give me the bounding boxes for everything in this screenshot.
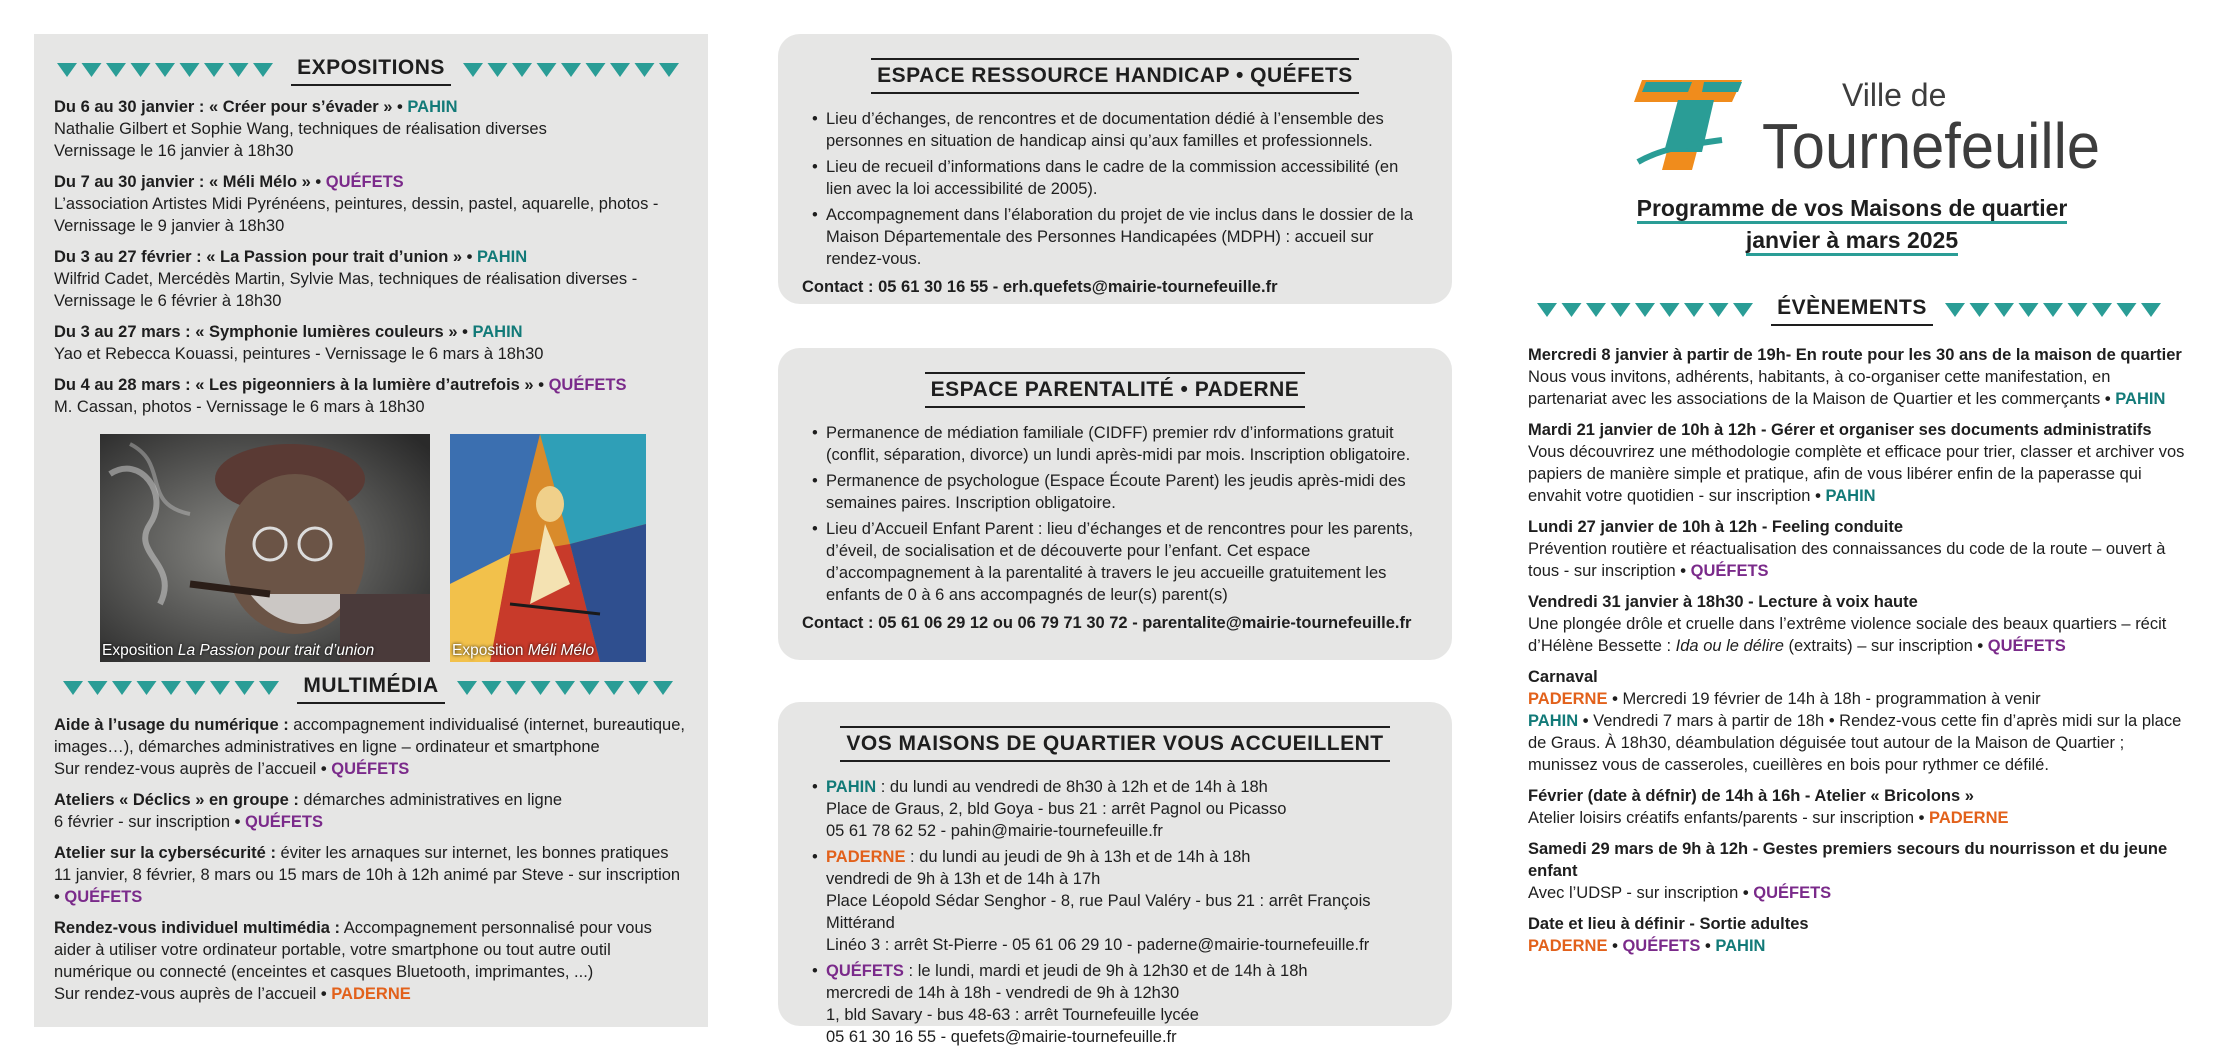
triangle-mark [1537,303,1557,317]
multimedia-item: Ateliers « Déclics » en groupe : démarches administratives en ligne 6 février - sur inscription • QUÉFETS [54,791,563,831]
programme-title: Programme de vos Maisons de quartier janvier à mars 2025 [1512,192,2192,256]
parentalite-box [778,348,1452,660]
triangle-mark [210,681,230,695]
triangle-mark [1586,303,1606,317]
exposition-name: « Les pigeonniers à la lumière d’autrefois » [195,376,534,394]
multimedia-item: Aide à l’usage du numérique : accompagnement individualisé (internet, bureautique, images…), démarches administratives en ligne – ordinateur et smartphone Sur rendez-vous auprès de l’accueil • QUÉFETS [54,716,685,778]
maison-pahin: • PAHIN : du lundi au vendredi de 8h30 à 12h et de 14h à 18h Place de Graus, 2, bld Goya - bus 21 : arrêt Pagnol ou Picasso 05 61 78 62 52 - pahin@mairie-tournefeuille.fr [826,776,1428,842]
multimedia-item: Atelier sur la cybersécurité : éviter les arnaques sur internet, les bonnes pratiques 11 janvier, 8 février, 8 mars ou 15 mars de 10h à 12h animé par Steve - sur inscription • QUÉFETS [54,844,681,906]
list-item: • Lieu d’Accueil Enfant Parent : lieu d’échanges et de rencontres pour les parents, d’éveil, de socialisation et de découverte pour l’enfant. Cet espace d’accompagnement à la parentalité à travers le jeu accueille gratuitement les enfants de 0 à 6 ans accompagnés de leur(s) parent(s) [826,518,1428,606]
evenements-column [1512,34,2192,1027]
list-item: • Accompagnement dans l’élaboration du projet de vie inclus dans le dossier de la Maison Départementale des Personnes Handicapées (MDPH) : accueil sur rendez-vous. [826,204,1428,270]
triangle-mark [628,681,648,695]
event-item: Vendredi 31 janvier à 18h30 - Lecture à voix haute Une plongée drôle et cruelle dans l’extrême violence sociale des beaux quartiers – récit d’Hélène Bessette : Ida ou le délire (extraits) – sur inscription • QUÉFETS [1528,593,2167,655]
handicap-box [778,34,1452,304]
exposition-place: QUÉFETS [325,173,404,191]
parentalite-title: ESPACE PARENTALITÉ • PADERNE [925,372,1306,408]
event-item: Date et lieu à définir - Sortie adultes PADERNE • QUÉFETS • PAHIN [1528,915,1809,955]
multimedia-item-info: Sur rendez-vous auprès de l’accueil [54,760,317,778]
triangle-mark [180,63,200,77]
triangle-mark [63,681,83,695]
multimedia-item-title: Rendez-vous individuel multimédia : [54,919,341,937]
multimedia-item-title: Aide à l’usage du numérique : [54,716,289,734]
triangle-mark [653,681,673,695]
portrait-image-icon [100,434,430,662]
triangle-mark [1660,303,1680,317]
maisons-list [802,776,1428,1048]
triangle-mark [2116,303,2136,317]
multimedia-item-place: PADERNE [331,985,411,1003]
maisons-title: VOS MAISONS DE QUARTIER VOUS ACCUEILLENT [840,726,1389,762]
triangle-mark [481,681,501,695]
multimedia-title: MULTIMÉDIA [297,674,444,704]
exposition-photos [54,434,688,664]
list-item: • Lieu d’échanges, de rencontres et de documentation dédié à l’ensemble des personnes en situation de handicap ainsi qu’aux familles et professionnels. [826,108,1428,152]
painting-image-icon [450,434,646,662]
multimedia-header [54,674,688,704]
exposition-place: PAHIN [477,248,528,266]
multimedia-item-place: QUÉFETS [331,760,410,778]
exposition-name: « Symphonie lumières couleurs » [195,323,458,341]
triangle-mark [229,63,249,77]
triangle-mark [186,681,206,695]
triangle-mark [2067,303,2087,317]
exposition-place: QUÉFETS [548,376,627,394]
triangle-mark [579,681,599,695]
exposition-date: Du 3 au 27 février : [54,248,202,266]
multimedia-item-text: démarches administratives en ligne [298,791,563,809]
triangle-mark [253,63,273,77]
multimedia-item-title: Atelier sur la cybersécurité : [54,844,276,862]
triangle-mark [1969,303,1989,317]
list-item: • Permanence de médiation familiale (CIDFF) premier rdv d’informations gratuit (conflit, séparation, divorce) un lundi après-midi par mois. Inscription obligatoire. [826,422,1428,466]
exposition-desc: L’association Artistes Midi Pyrénéens, peintures, dessin, pastel, aquarelle, photos - [54,195,659,213]
triangle-decoration-icon [463,63,685,79]
triangle-mark [463,63,483,77]
svg-text:Tournefeuille: Tournefeuille [1762,110,2100,180]
exposition-item: Du 3 au 27 février : « La Passion pour trait d’union » • PAHIN Wilfrid Cadet, Mercédès Martin, Sylvie Mas, techniques de réalisation diverses - Vernissage le 6 février à 18h30 [54,246,688,312]
multimedia-item-text: éviter les arnaques sur internet, les bonnes pratiques [275,844,669,862]
exposition-desc: M. Cassan, photos - Vernissage le 6 mars à 18h30 [54,398,425,416]
triangle-mark [112,681,132,695]
event-item: Lundi 27 janvier de 10h à 12h - Feeling conduite Prévention routière et réactualisation des connaissances du code de la route – ouvert à tous - sur inscription • QUÉFETS [1528,518,2166,580]
maison-paderne: • PADERNE : du lundi au jeudi de 9h à 13h et de 14h à 18h vendredi de 9h à 13h et de 14h à 17h Place Léopold Sédar Senghor - 8, rue Paul Valéry - bus 21 : arrêt François Mittérand Linéo 3 : arrêt St-Pierre - 05 61 06 29 10 - paderne@mairie-tournefeuille.fr [826,846,1428,956]
triangle-mark [659,63,679,77]
exposition-name: « Créer pour s’évader » [209,98,393,116]
svg-text:Ville de: Ville de [1842,77,1947,113]
triangle-mark [610,63,630,77]
photo-old-man-smoking [100,434,430,662]
exposition-item: Du 3 au 27 mars : « Symphonie lumières couleurs » • PAHIN Yao et Rebecca Kouassi, peintures - Vernissage le 6 mars à 18h30 [54,321,688,365]
multimedia-list [54,714,688,1005]
triangle-mark [1562,303,1582,317]
triangle-mark [57,63,77,77]
triangle-mark [1994,303,2014,317]
triangle-mark [2018,303,2038,317]
triangle-mark [555,681,575,695]
triangle-mark [137,681,157,695]
multimedia-item-place: QUÉFETS [64,888,143,906]
triangle-mark [259,681,279,695]
exposition-date: Du 3 au 27 mars : [54,323,191,341]
exposition-date: Du 4 au 28 mars : [54,376,191,394]
expositions-list [54,96,688,418]
event-item: Mardi 21 janvier de 10h à 12h - Gérer et organiser ses documents administratifs Vous découvrirez une méthodologie complète et efficace pour trier, classer et archiver vos papiers de manière simple et pratique, afin de vous libérer enfin de la paperasse qui envahit votre quotidien - sur inscription • PAHIN [1528,421,2185,505]
triangle-mark [457,681,477,695]
triangle-mark [506,681,526,695]
exposition-vernissage: Vernissage le 6 février à 18h30 [54,292,282,310]
photo-meli-melo-painting [450,434,646,662]
evenements-list [1528,344,2192,966]
tournefeuille-logo [1632,70,2112,180]
triangle-mark [1733,303,1753,317]
triangle-decoration-icon [1945,303,2167,319]
triangle-mark [487,63,507,77]
photo-caption: Exposition Méli Mélo [452,642,595,659]
triangle-decoration-icon [57,63,279,79]
exposition-item: Du 7 au 30 janvier : « Méli Mélo » • QUÉFETS L’association Artistes Midi Pyrénéens, peintures, dessin, pastel, aquarelle, photos - Vernissage le 9 janvier à 18h30 [54,171,688,237]
triangle-mark [1684,303,1704,317]
multimedia-item-title: Ateliers « Déclics » en groupe : [54,791,299,809]
multimedia-item-place: QUÉFETS [245,813,323,831]
exposition-name: « Méli Mélo » [209,173,311,191]
list-item: • Lieu de recueil d’informations dans le cadre de la commission accessibilité (en lien avec la loi accessibilité de 2005). [826,156,1428,200]
triangle-mark [530,681,550,695]
parentalite-list [802,422,1428,606]
triangle-mark [161,681,181,695]
multimedia-item-text: accompagnement individualisé (internet, bureautique, images…), démarches administratives en ligne – ordinateur et smartphone [54,716,685,756]
triangle-mark [536,63,556,77]
exposition-desc: Yao et Rebecca Kouassi, peintures - Vernissage le 6 mars à 18h30 [54,345,544,363]
triangle-mark [604,681,624,695]
triangle-mark [561,63,581,77]
exposition-place: PAHIN [407,98,458,116]
triangle-mark [155,63,175,77]
exposition-item: Du 4 au 28 mars : « Les pigeonniers à la lumière d’autrefois » • QUÉFETS M. Cassan, photos - Vernissage le 6 mars à 18h30 [54,374,688,418]
triangle-mark [235,681,255,695]
exposition-item: Du 6 au 30 janvier : « Créer pour s’évader » • PAHIN Nathalie Gilbert et Sophie Wang, techniques de réalisation diverses Vernissage le 16 janvier à 18h30 [54,96,688,162]
evenements-title: ÉVÈNEMENTS [1771,296,1933,326]
expositions-panel [34,34,708,1027]
expositions-header [54,56,688,86]
triangle-mark [106,63,126,77]
triangle-mark [88,681,108,695]
triangle-mark [634,63,654,77]
maison-quefets: • QUÉFETS : le lundi, mardi et jeudi de 9h à 12h30 et de 14h à 18h mercredi de 14h à 18h - vendredi de 9h à 12h30 1, bld Savary - bus 48-63 : arrêt Tournefeuille lycée 05 61 30 16 55 - quefets@mairie-tournefeuille.fr [826,960,1428,1048]
triangle-decoration-icon [457,681,679,697]
exposition-vernissage: Vernissage le 16 janvier à 18h30 [54,142,294,160]
exposition-vernissage: Vernissage le 9 janvier à 18h30 [54,217,285,235]
multimedia-item-info: 11 janvier, 8 février, 8 mars ou 15 mars de 10h à 12h animé par Steve - sur inscription [54,866,681,884]
triangle-mark [2092,303,2112,317]
triangle-mark [2043,303,2063,317]
event-item: Février (date à défnir) de 14h à 16h - Atelier « Bricolons » Atelier loisirs créatifs enfants/parents - sur inscription • PADERNE [1528,787,2009,827]
parentalite-contact: Contact : 05 61 06 29 12 ou 06 79 71 30 72 - parentalite@mairie-tournefeuille.fr [802,614,1412,632]
handicap-contact: Contact : 05 61 30 16 55 - erh.quefets@mairie-tournefeuille.fr [802,278,1278,296]
expositions-title: EXPOSITIONS [291,56,451,86]
exposition-name: « La Passion pour trait d’union » [206,248,463,266]
triangle-mark [1709,303,1729,317]
maisons-box [778,702,1452,1046]
triangle-mark [512,63,532,77]
triangle-mark [585,63,605,77]
exposition-date: Du 6 au 30 janvier : [54,98,205,116]
evenements-header [1512,296,2192,326]
triangle-mark [1945,303,1965,317]
triangle-mark [131,63,151,77]
handicap-list [802,108,1428,270]
triangle-decoration-icon [1537,303,1759,319]
handicap-title: ESPACE RESSOURCE HANDICAP • QUÉFETS [871,58,1359,94]
event-item-carnaval: Carnaval PADERNE • Mercredi 19 février de 14h à 18h - programmation à venir PAHIN • Vendredi 7 mars à partir de 18h • Rendez-vous cette fin d’après midi sur la place de Graus. À 18h30, déambulation déguisée tout autour de la Maison de Quartier ; munissez vous de casseroles, cueillères en bois pour rythmer ce défilé. [1528,668,2182,774]
multimedia-item-info: 6 février - sur inscription [54,813,231,831]
exposition-place: PAHIN [472,323,523,341]
multimedia-item-text: Accompagnement personnalisé pour vous aider à utiliser votre ordinateur portable, votre smartphone ou tout autre outil numérique ou connecté (enceintes et casques Bluetooth, imprimantes, ...) [54,919,652,981]
exposition-desc: Nathalie Gilbert et Sophie Wang, techniques de réalisation diverses [54,120,547,138]
triangle-mark [2141,303,2161,317]
exposition-desc: Wilfrid Cadet, Mercédès Martin, Sylvie Mas, techniques de réalisation diverses - [54,270,638,288]
event-item: Samedi 29 mars de 9h à 12h - Gestes premiers secours du nourrisson et du jeune enfant Avec l’UDSP - sur inscription • QUÉFETS [1528,840,2168,902]
multimedia-item: Rendez-vous individuel multimédia : Accompagnement personnalisé pour vous aider à utiliser votre ordinateur portable, votre smartphone ou tout autre outil numérique ou connecté (enceintes et casques Bluetooth, imprimantes, ...) Sur rendez-vous auprès de l’accueil • PADERNE [54,919,652,1003]
list-item: • Permanence de psychologue (Espace Écoute Parent) les jeudis après-midi des semaines paires. Inscription obligatoire. [826,470,1428,514]
triangle-mark [204,63,224,77]
triangle-mark [1611,303,1631,317]
triangle-decoration-icon [63,681,285,697]
event-item: Mercredi 8 janvier à partir de 19h- En route pour les 30 ans de la maison de quartier Nous vous invitons, adhérents, habitants, à co-organiser cette manifestation, en partenariat avec les associations de la Maison de Quartier et les commerçants • PAHIN [1528,346,2182,408]
photo-caption: Exposition La Passion pour trait d’union [102,642,375,659]
triangle-mark [82,63,102,77]
triangle-mark [1635,303,1655,317]
exposition-date: Du 7 au 30 janvier : [54,173,205,191]
tournefeuille-logo-icon [1632,70,2112,180]
multimedia-item-info: Sur rendez-vous auprès de l’accueil [54,985,317,1003]
